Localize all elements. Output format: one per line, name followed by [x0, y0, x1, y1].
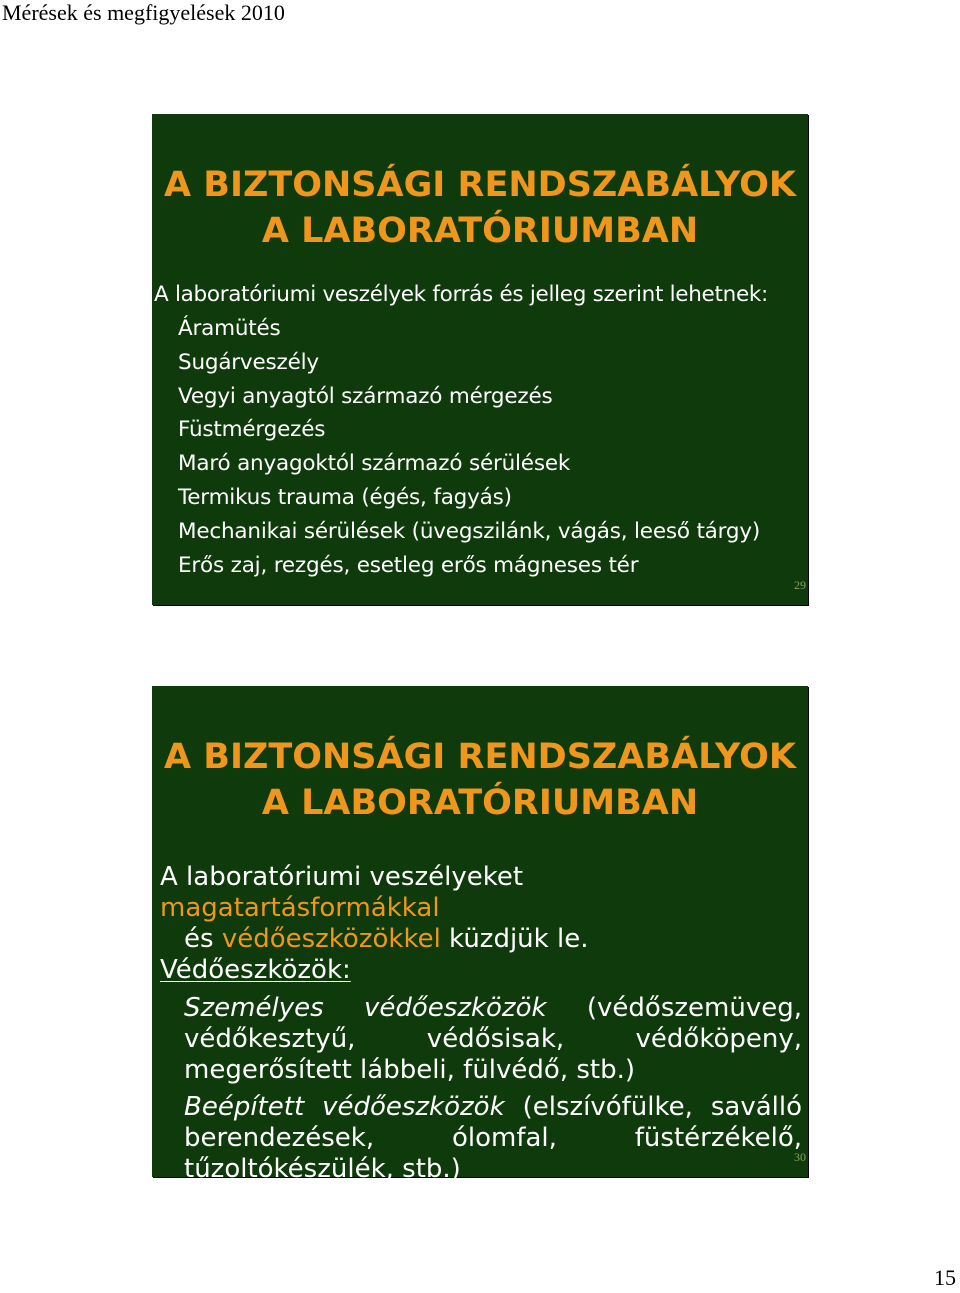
- list-item: Termikus trauma (égés, fagyás): [178, 484, 512, 510]
- intro-paragraph-line-2: és védőeszközökkel küzdjük le.: [184, 924, 589, 954]
- slide-29: [152, 114, 808, 605]
- hazard-list: [178, 312, 760, 582]
- personal-equipment-item: Személyes védőeszközök (védőszemüveg, védőkesztyű, védősisak, védőköpeny, megerősített lábbeli, fülvédő, stb.): [184, 993, 802, 1085]
- built-in-equipment-item: Beépített védőeszközök (elszívófülke, saválló berendezések, ólomfal, füstérzékelő, tűzoltókészülék, stb.): [184, 1092, 802, 1184]
- title-line-1: A BIZTONSÁGI RENDSZABÁLYOK: [164, 165, 796, 205]
- slide-body: [160, 862, 802, 1185]
- highlight-equipment: védőeszközökkel: [221, 924, 441, 954]
- slide-title: [152, 734, 808, 826]
- list-item: Áramütés: [178, 316, 281, 341]
- slide-title: [152, 162, 808, 254]
- list-item: Mechanikai sérülések (üvegszilánk, vágás, leeső tárgy): [178, 518, 761, 544]
- page-number: 15: [934, 1265, 956, 1290]
- list-item: Füstmérgezés: [178, 417, 326, 443]
- list-item: Vegyi anyagtól származó mérgezés: [178, 383, 553, 409]
- slide-number: 30: [794, 1150, 806, 1164]
- highlight-behaviour: magatartásformákkal: [160, 893, 440, 923]
- list-item: Sugárveszély: [178, 349, 319, 375]
- subheading: Védőeszközök:: [160, 955, 351, 985]
- page-header: Mérések és megfigyelések 2010: [2, 0, 285, 25]
- title-line-2: A LABORATÓRIUMBAN: [261, 211, 699, 251]
- list-item: Maró anyagoktól származó sérülések: [178, 451, 571, 477]
- slide-30: [152, 686, 808, 1184]
- intro-paragraph: A laboratóriumi veszélyeket magatartásformákkal: [160, 862, 524, 923]
- title-line-1: A BIZTONSÁGI RENDSZABÁLYOK: [164, 737, 796, 777]
- slide-number: 29: [794, 578, 806, 592]
- title-line-2: A LABORATÓRIUMBAN: [261, 783, 699, 823]
- list-item: Erős zaj, rezgés, esetleg erős mágneses tér: [178, 552, 639, 578]
- hazards-intro: A laboratóriumi veszélyek forrás és jelleg szerint lehetnek:: [154, 282, 768, 307]
